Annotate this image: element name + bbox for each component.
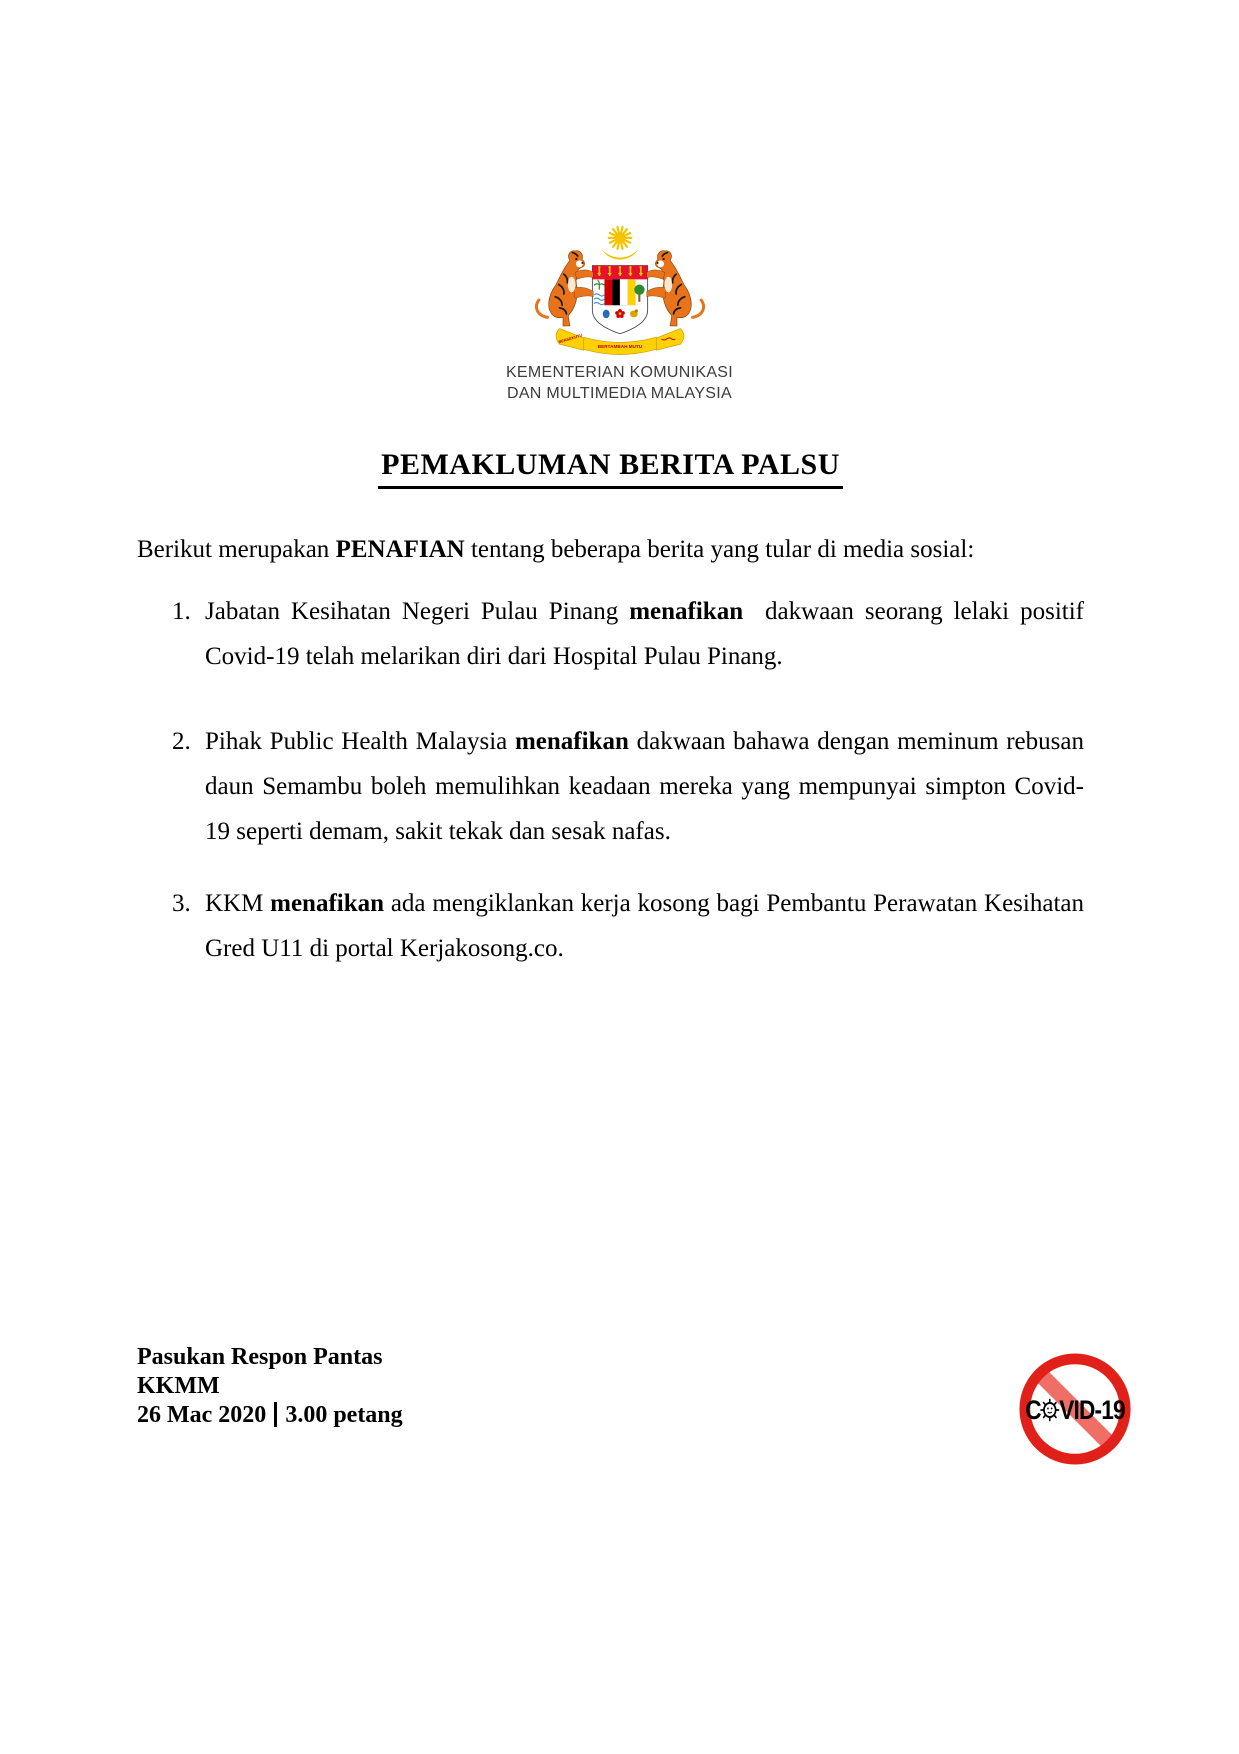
intro-bold: PENAFIAN	[335, 536, 465, 563]
signature-org: KKMM	[137, 1373, 220, 1399]
signature-block	[137, 1343, 403, 1430]
intro-post: tentang beberapa berita yang tular di media sosial:	[464, 536, 975, 563]
malaysia-coat-of-arms-logo	[525, 224, 715, 371]
list-item	[137, 719, 1084, 854]
virus-icon	[1040, 1398, 1060, 1422]
covid-19-prohibition-icon	[1016, 1350, 1134, 1468]
tiger-supporter-right-icon	[647, 251, 704, 326]
motto-center-text: BERTAMBAH MUTU	[597, 344, 643, 350]
shield	[592, 266, 647, 334]
signature-datetime	[137, 1401, 403, 1430]
tiger-supporter-left-icon	[536, 251, 593, 326]
list-item-number: 2.	[172, 728, 191, 755]
ministry-name-line2: DAN MULTIMEDIA MALAYSIA	[506, 385, 733, 402]
signature-time: 3.00 petang	[285, 1402, 403, 1428]
list-item-text: Pihak Public Health Malaysia menafikan dakwaan bahawa dengan meminum rebusan daun Semambu boleh memulihkan keadaan mereka yang mempunyai simpton Covid-19 seperti demam, sakit tekak dan sesak nafas.	[205, 728, 1084, 845]
ministry-name	[0, 362, 1239, 404]
list-item-text: KKM menafikan ada mengiklankan kerja kosong bagi Pembantu Perawatan Kesihatan Gred U11 di portal Kerjakosong.co.	[205, 890, 1084, 962]
divider	[274, 1402, 277, 1427]
ministry-name-line1: KEMENTERIAN KOMUNIKASI	[505, 364, 734, 381]
list-item	[137, 589, 1084, 679]
star-crescent-crest	[601, 227, 639, 260]
signature-date: 26 Mac 2020	[137, 1402, 267, 1428]
list-item	[137, 881, 1084, 971]
list-item-text: Jabatan Kesihatan Negeri Pulau Pinang menafikan dakwaan seorang lelaki positif Covid-19 telah melarikan diri dari Hospital Pulau Pinang.	[205, 598, 1084, 670]
intro-paragraph	[137, 534, 1084, 565]
page-title: PEMAKLUMAN BERITA PALSU	[378, 448, 843, 489]
list-item-number: 1.	[172, 598, 191, 625]
list-item-number: 3.	[172, 890, 191, 917]
covid-19-label: C VID-19	[1025, 1394, 1125, 1425]
intro-pre: Berikut merupakan	[137, 536, 336, 563]
motto-left-text: BERSEKUTU	[557, 332, 583, 345]
title-row	[137, 448, 1084, 489]
signature-team: Pasukan Respon Pantas	[137, 1344, 383, 1370]
